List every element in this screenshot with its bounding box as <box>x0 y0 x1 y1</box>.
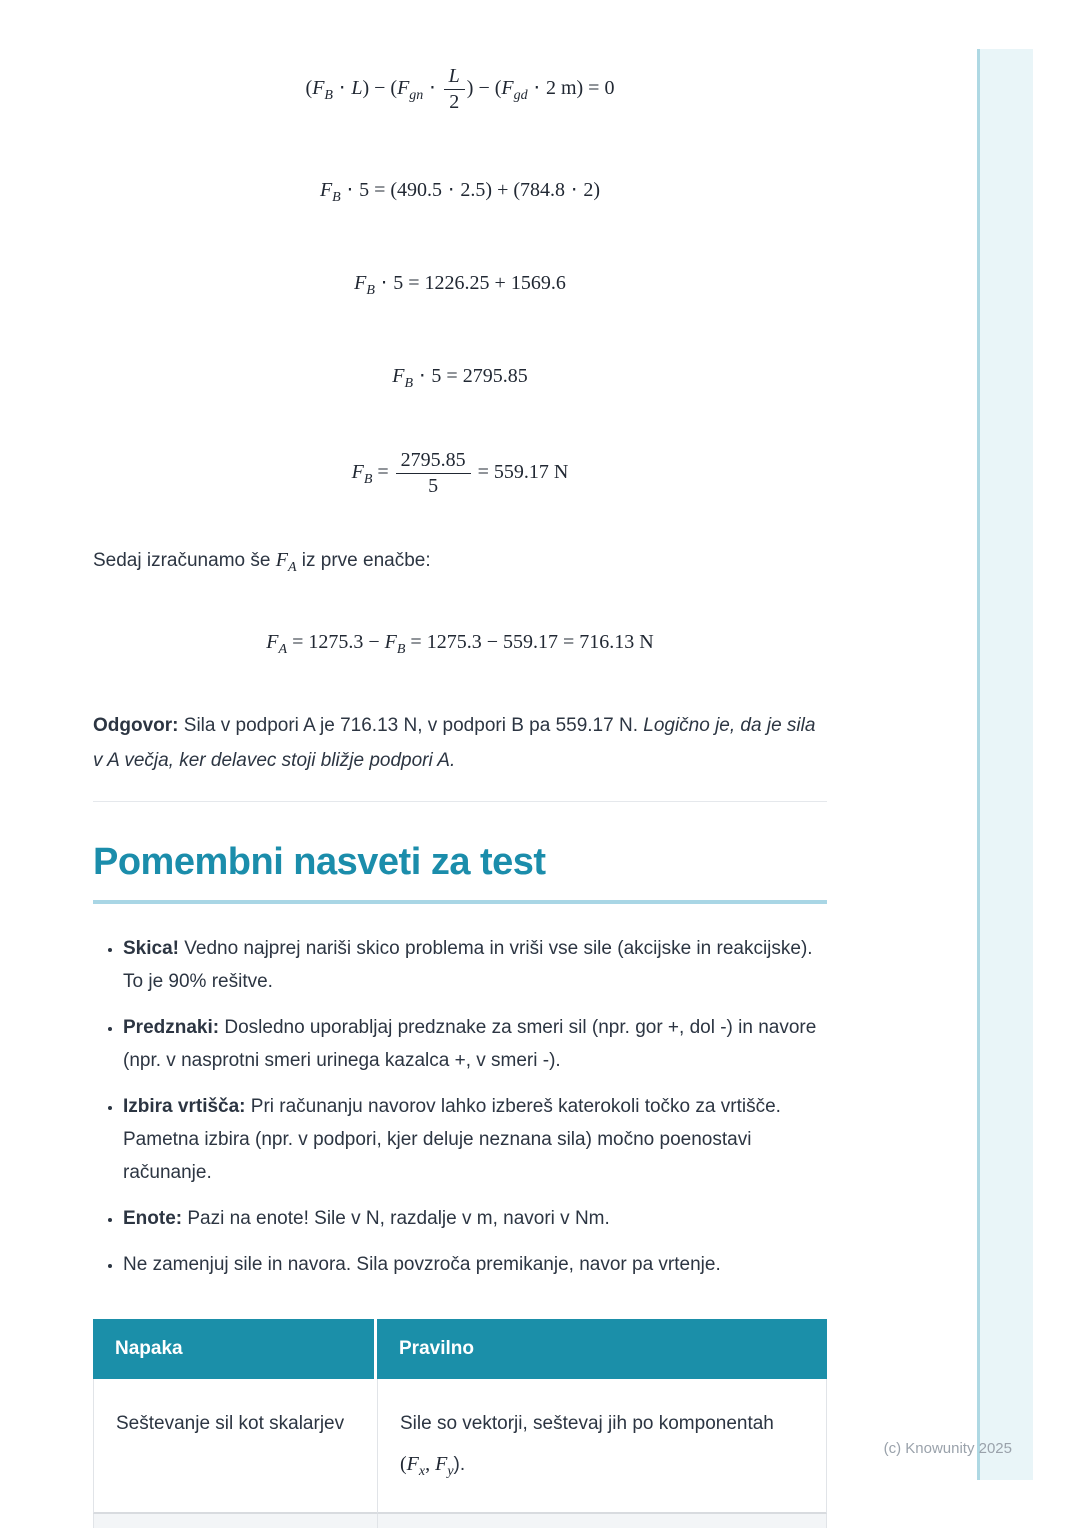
cell-pravilno-text: Sile so vektorji, seštevaj jih po komponentah <box>400 1413 774 1434</box>
tips-list <box>93 932 827 1281</box>
cell-napaka: Seštevanje sil kot skalarjev <box>93 1379 377 1514</box>
document-content <box>93 0 827 1528</box>
tip-text: Dosledno uporabljaj predznake za smeri sil (npr. gor +, dol -) in navore (npr. v nasprotni smeri urinega kazalca +, v smeri -). <box>123 1017 817 1071</box>
inline-math-fxfy: ($F_x$, $F_y$ <box>400 1453 454 1479</box>
sedaj-prefix: Sedaj izračunamo še <box>93 550 276 571</box>
sedaj-suffix: iz prve enačbe: <box>296 550 431 571</box>
tip-item-izbira-vrtisca <box>123 1090 827 1189</box>
cell-pravilno <box>377 1514 827 1528</box>
mistakes-table <box>93 1319 827 1528</box>
tip-lead: Izbira vrtišča: <box>123 1096 246 1117</box>
cell-pravilno-suffix: ). <box>453 1454 466 1475</box>
table-header-pravilno: Pravilno <box>377 1319 827 1379</box>
inline-math-fa: $F_A$ <box>275 549 297 575</box>
cell-pravilno <box>377 1379 827 1514</box>
tip-lead: Predznaki: <box>123 1017 220 1038</box>
copyright-notice: (c) Knowunity 2025 <box>883 1440 1012 1457</box>
equation-torque-balance: $(F_B \cdot L) - (F_{gn}$ ⋅ $\frac{L}{2}$ ) − ($F_{gd} \cdot 2$ m) = 0 <box>305 65 615 113</box>
equation-fb-step1: $F_B \cdot 5 = (490.5 \cdot 2.5) + (784.8 \cdot 2)$ <box>319 179 601 205</box>
table-header-napaka: Napaka <box>93 1319 377 1379</box>
tip-item-enote <box>123 1202 827 1235</box>
tip-text: Vedno najprej nariši skico problema in vriši vse sile (akcijske in reakcijske). To je 90% rešitve. <box>123 938 813 992</box>
tip-text: Pazi na enote! Sile v N, razdalje v m, navori v Nm. <box>182 1208 610 1229</box>
section-title: Pomembni nasveti za test <box>93 838 827 904</box>
tip-lead: Skica! <box>123 938 179 959</box>
paragraph-odgovor <box>93 708 827 778</box>
odgovor-label: Odgovor: <box>93 715 179 736</box>
tip-item-skica <box>123 932 827 998</box>
equation-fa-result: $F_A = 1275.3 - F_B = 1275.3 - 559.17 = 716.13$ N <box>266 631 654 657</box>
table-row <box>93 1379 827 1514</box>
paragraph-sedaj <box>93 543 827 585</box>
tip-item-predznaki <box>123 1011 827 1077</box>
tip-item-sila-navor <box>123 1248 827 1281</box>
side-highlight-strip <box>977 49 1033 1480</box>
tip-lead: Enote: <box>123 1208 183 1229</box>
tip-text: Pri računanju navorov lahko izbereš katerokoli točko za vrtišče. Pametna izbira (npr. v podpori, kjer deluje neznana sila) močno poenostavi računanje. <box>123 1096 781 1183</box>
equation-fb-result: $F_B$ = $\frac{2795.85}{5}$ = 559.17 N <box>351 449 569 497</box>
tip-text: Ne zamenjuj sile in navora. Sila povzroča premikanje, navor pa vrtenje. <box>123 1254 721 1275</box>
equation-fb-step2: $F_B \cdot 5 = 1226.25 + 1569.6$ <box>354 272 566 298</box>
cell-napaka <box>93 1514 377 1528</box>
table-header-row <box>93 1319 827 1379</box>
section-divider <box>93 801 827 802</box>
equation-fb-step3: $F_B \cdot 5 = 2795.85$ <box>392 365 528 391</box>
table-row <box>93 1514 827 1528</box>
odgovor-italic-note: Logično je, da je sila v A večja, ker delavec stoji bližje podpori A. <box>93 715 816 771</box>
odgovor-text: Sila v podpori A je 716.13 N, v podpori B pa 559.17 N. <box>178 715 644 736</box>
